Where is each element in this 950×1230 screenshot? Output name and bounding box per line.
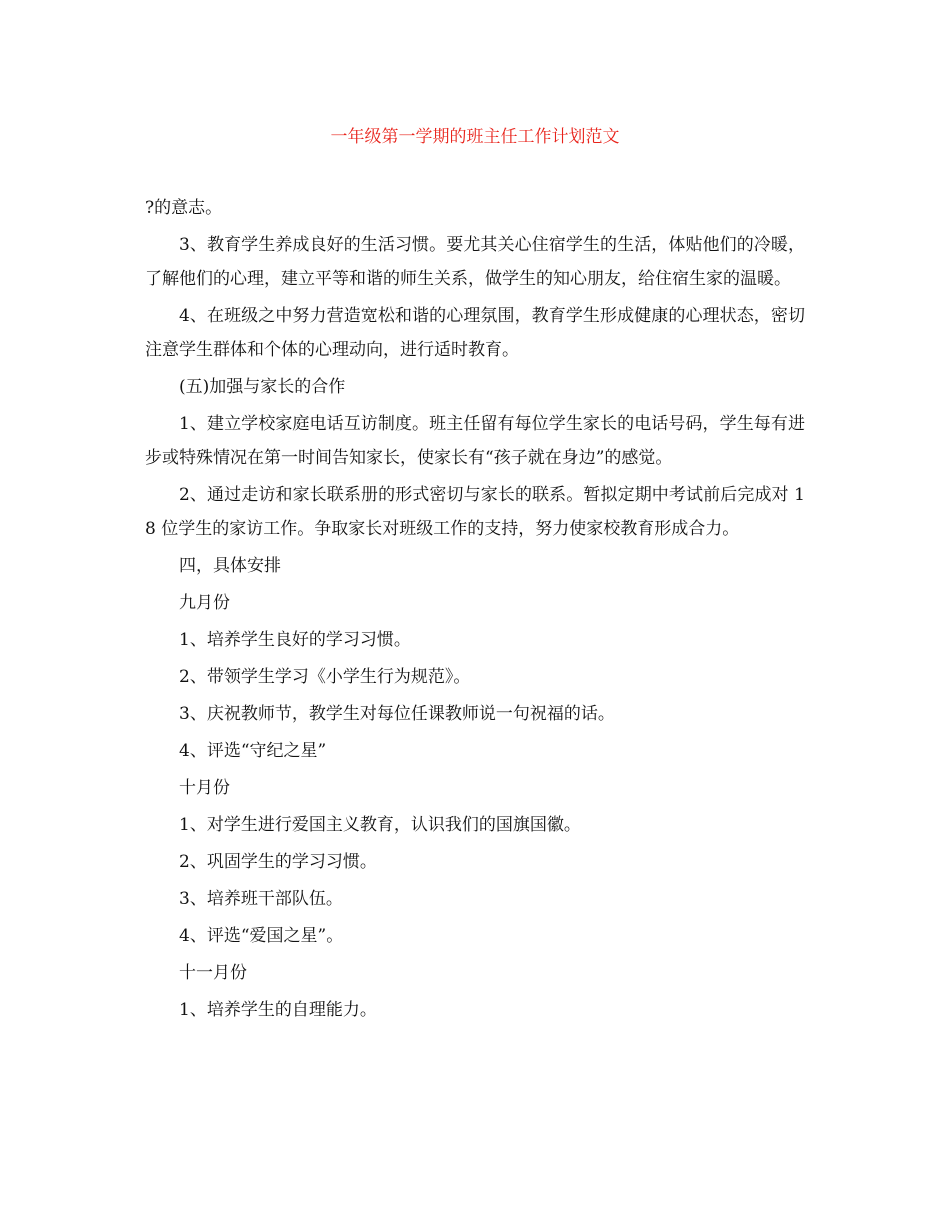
paragraph: 3、教育学生养成良好的生活习惯。要尤其关心住宿学生的生活，体贴他们的冷暖，了解他们的心理，建立平等和谐的师生关系，做学生的知心朋友，给住宿生家的温暖。 [145,235,805,289]
paragraph: 2、通过走访和家长联系册的形式密切与家长的联系。暂拟定期中考试前后完成对 18 位学生的家访工作。争取家长对班级工作的支持，努力使家校教育形成合力。 [145,485,805,539]
month-heading: 十月份 [179,778,230,798]
section-heading: (五)加强与家长的合作 [179,377,346,397]
month-heading: 十一月份 [179,963,247,983]
section-heading: 四，具体安排 [179,556,281,576]
document-title: 一年级第一学期的班主任工作计划范文 [330,127,620,147]
list-item: 2、巩固学生的学习习惯。 [179,852,377,872]
paragraph: ?的意志。 [145,198,223,218]
list-item: 1、培养学生的自理能力。 [179,1000,377,1020]
list-item: 1、对学生进行爱国主义教育，认识我们的国旗国徽。 [179,815,581,835]
list-item: 4、评选“守纪之星” [179,741,327,761]
list-item: 3、培养班干部队伍。 [179,889,343,909]
paragraph: 1、建立学校家庭电话互访制度。班主任留有每位学生家长的电话号码，学生每有进步或特殊情况在第一时间告知家长，使家长有“孩子就在身边”的感觉。 [145,414,805,468]
list-item: 4、评选“爱国之星”。 [179,926,344,946]
document-body [145,191,805,1030]
list-item: 1、培养学生良好的学习习惯。 [179,630,411,650]
month-heading: 九月份 [179,593,230,613]
list-item: 3、庆祝教师节，教学生对每位任课教师说一句祝福的话。 [179,704,615,724]
paragraph: 4、在班级之中努力营造宽松和谐的心理氛围，教育学生形成健康的心理状态，密切注意学生群体和个体的心理动向，进行适时教育。 [145,306,805,360]
list-item: 2、带领学生学习《小学生行为规范》。 [179,667,471,687]
